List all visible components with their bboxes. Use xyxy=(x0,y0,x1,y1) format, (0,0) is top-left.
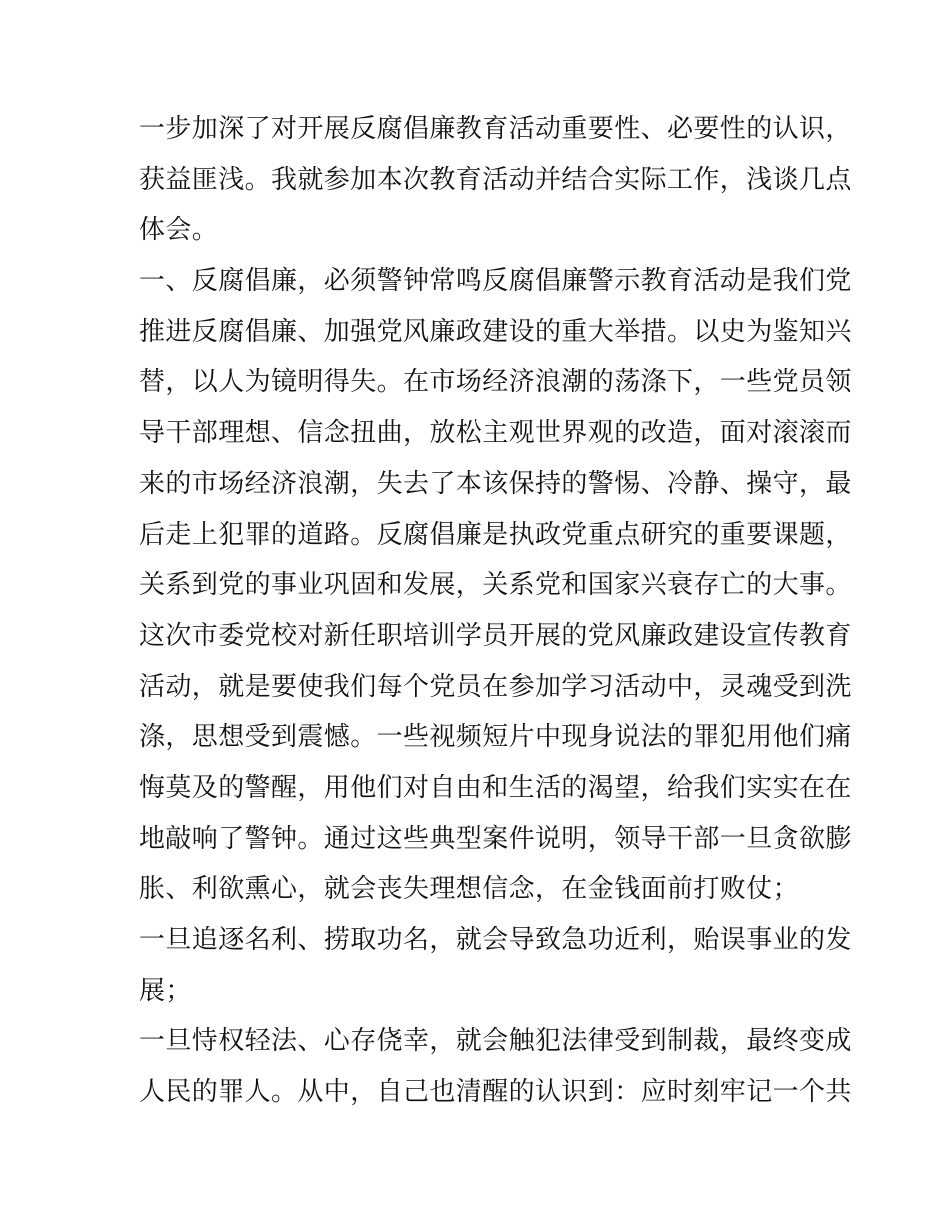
text-line-19: 一旦恃权轻法、心存侥幸，就会触犯法律受到制裁，最终变成 xyxy=(139,1026,852,1057)
text-line-20: 人民的罪人。从中，自己也清醒的认识到：应时刻牢记一个共 xyxy=(139,1077,852,1108)
text-line-4: 一、反腐倡廉，必须警钟常鸣反腐倡廉警示教育活动是我们党 xyxy=(139,266,852,297)
text-line-18: 展； xyxy=(139,975,192,1006)
text-line-6: 替，以人为镜明得失。在市场经济浪潮的荡涤下，一些党员领 xyxy=(139,367,852,398)
text-line-3: 体会。 xyxy=(139,215,219,246)
text-line-12: 活动，就是要使我们每个党员在参加学习活动中，灵魂受到洗 xyxy=(139,671,852,702)
text-line-10: 关系到党的事业巩固和发展，关系党和国家兴衰存亡的大事。 xyxy=(139,570,852,601)
text-line-17: 一旦追逐名利、捞取功名，就会导致急功近利，贻误事业的发 xyxy=(139,925,852,955)
text-line-5: 推进反腐倡廉、加强党风廉政建设的重大举措。以史为鉴知兴 xyxy=(139,316,852,347)
text-line-7: 导干部理想、信念扭曲，放松主观世界观的改造，面对滚滚而 xyxy=(139,418,852,449)
text-line-14: 悔莫及的警醒，用他们对自由和生活的渴望，给我们实实在在 xyxy=(139,772,852,803)
text-line-1: 一步加深了对开展反腐倡廉教育活动重要性、必要性的认识， xyxy=(139,114,852,144)
text-line-9: 后走上犯罪的道路。反腐倡廉是执政党重点研究的重要课题， xyxy=(139,519,852,550)
text-line-8: 来的市场经济浪潮，失去了本该保持的警惕、冷静、操守，最 xyxy=(139,468,852,499)
text-line-2: 获益匪浅。我就参加本次教育活动并结合实际工作，浅谈几点 xyxy=(139,164,852,195)
text-line-11: 这次市委党校对新任职培训学员开展的党风廉政建设宣传教育 xyxy=(139,620,852,651)
text-line-15: 地敲响了警钟。通过这些典型案件说明，领导干部一旦贪欲膨 xyxy=(139,823,852,854)
text-line-13: 涤，思想受到震憾。一些视频短片中现身说法的罪犯用他们痛 xyxy=(139,722,852,753)
text-line-16: 胀、利欲熏心，就会丧失理想信念，在金钱面前打败仗； xyxy=(139,874,800,905)
document-body xyxy=(139,104,852,1118)
